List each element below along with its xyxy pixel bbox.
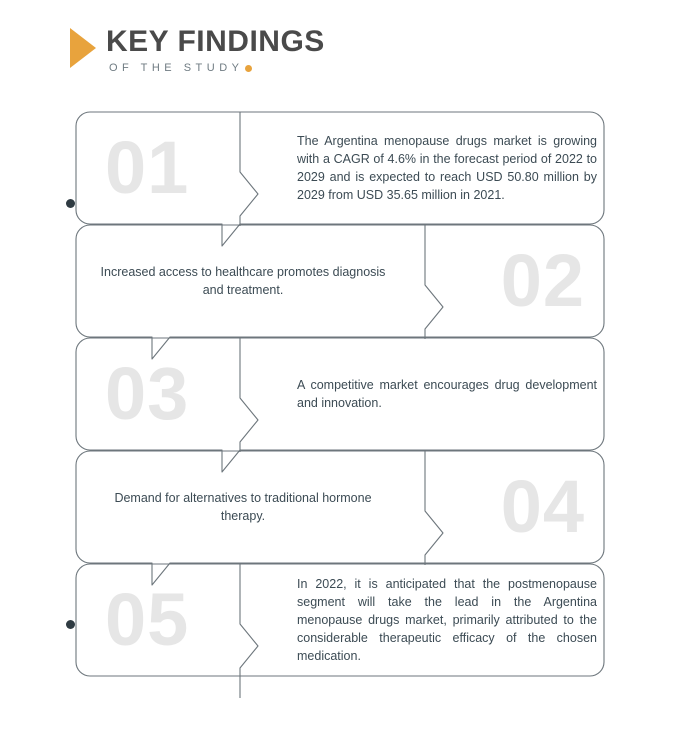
finding-item-05: [75, 562, 615, 677]
findings-diagram: [0, 100, 690, 720]
finding-item-02: [75, 223, 615, 338]
accent-bullet-dot-bottom: [66, 620, 75, 629]
finding-number: 05: [105, 577, 190, 661]
finding-text: The Argentina menopause drugs market is growing with a CAGR of 4.6% in the forecast period of 2022 to 2029 and is expected to reach USD 50.80 million by 2029 from USD 35.65 million in 2021.: [297, 133, 597, 202]
finding-text: Demand for alternatives to traditional hormone therapy.: [114, 490, 372, 523]
chevron-right-arrow-icon: [68, 26, 98, 70]
header-text-block: [106, 26, 325, 74]
finding-number: 04: [500, 464, 585, 548]
finding-item-04: [75, 449, 615, 564]
finding-text: A competitive market encourages drug development and innovation.: [297, 377, 597, 410]
finding-item-01: [75, 110, 615, 225]
page-title: KEY FINDINGS: [106, 25, 325, 58]
page-header: [68, 26, 325, 74]
accent-dot-icon: [245, 65, 252, 72]
page-subtitle: [109, 62, 325, 74]
finding-text: In 2022, it is anticipated that the postmenopause segment will take the lead in the Argentina menopause drugs market, primarily attributed to the considerable therapeutic efficacy of the chosen medication.: [297, 576, 597, 663]
finding-text: Increased access to healthcare promotes diagnosis and treatment.: [100, 264, 386, 297]
finding-item-03: [75, 336, 615, 451]
finding-number: 01: [105, 125, 190, 209]
page-subtitle-label: OF THE STUDY: [109, 62, 244, 74]
finding-number: 02: [500, 238, 585, 322]
finding-number: 03: [105, 351, 190, 435]
accent-bullet-dot-top: [66, 199, 75, 208]
